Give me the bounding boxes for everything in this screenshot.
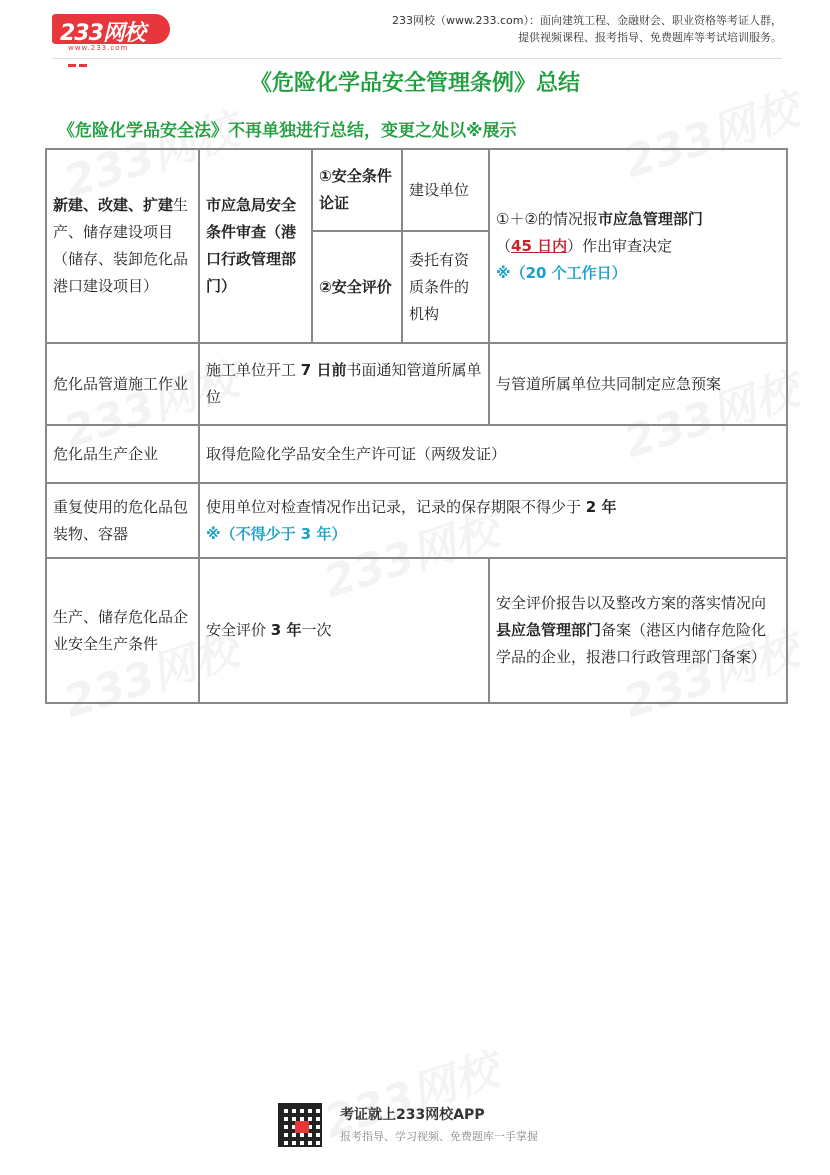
content-text: 书面通知管道所属单位: [206, 361, 482, 406]
content-text: 安全评价报告以及整改方案的落实情况向: [496, 594, 767, 612]
table-row: [46, 425, 787, 483]
content-bold: 7 日前: [300, 361, 347, 379]
content-text: 一次: [301, 621, 332, 639]
table-cell-content: [199, 558, 489, 703]
content-bold: 2 年: [585, 497, 617, 516]
table-cell-item2-party: 委托有资质条件的机构: [402, 231, 489, 343]
page-title: 《危险化学品安全管理条例》总结: [249, 71, 580, 96]
result-text: ）作出审查决定: [567, 236, 673, 255]
table-cell-content: [489, 558, 787, 703]
table-cell-item1-party: 建设单位: [402, 149, 489, 231]
table-cell-label: 危化品生产企业: [46, 425, 199, 483]
brand-logo: [52, 14, 182, 54]
table-cell-content: 取得危险化学品安全生产许可证（两级发证）: [199, 425, 787, 483]
header-info-line: 233网校（www.233.com）：面向建筑工程、金融财会、职业资格等考证人群，: [392, 14, 782, 27]
table-row: [46, 149, 787, 231]
summary-table: [45, 148, 788, 704]
header-info: [392, 12, 782, 46]
change-note: ※（不得少于 3 年）: [206, 524, 347, 543]
content-text: 施工单位开工: [206, 361, 301, 379]
change-note: ※（20 个工作日）: [496, 263, 627, 282]
footer-tagline: 报考指导、学习视频、免费题库一手掌握: [340, 1130, 538, 1143]
header-divider: [52, 58, 782, 59]
page-subtitle: 《危险化学品安全法》不再单独进行总结，变更之处以※展示: [58, 121, 517, 141]
scope-text: 生产、储存建设项目（储存、装卸危化品港口建设项目）: [53, 196, 189, 295]
table-cell-label: 重复使用的危化品包装物、容器: [46, 483, 199, 558]
table-row: [46, 483, 787, 558]
table-cell-label: 危化品管道施工作业: [46, 343, 199, 425]
table-cell-item2: ②安全评价: [312, 231, 402, 343]
logo-url: www.233.com: [68, 44, 129, 52]
logo-dots: [68, 52, 98, 55]
footer-app-promo: 考证就上233网校APP: [340, 1107, 485, 1123]
qr-code-icon: [278, 1103, 322, 1147]
content-text: 备案（港区内储存危险化学品的企业，报港口行政管理部门备案）: [496, 621, 767, 666]
table-cell-content: 与管道所属单位共同制定应急预案: [489, 343, 787, 425]
table-cell-label: [46, 149, 199, 343]
content-text: 安全评价: [206, 621, 271, 639]
page-header: [0, 0, 830, 60]
table-cell-review: 市应急局安全条件审查（港口行政管理部门）: [199, 149, 312, 343]
content-bold: 县应急管理部门: [496, 621, 602, 639]
result-bold: 市应急管理部门: [597, 209, 703, 228]
table-cell-content: [199, 343, 489, 425]
table-row: [46, 558, 787, 703]
result-deadline: 45 日内: [511, 236, 568, 255]
table-cell-label: 生产、储存危化品企业安全生产条件: [46, 558, 199, 703]
scope-bold: 新建、改建、扩建: [53, 196, 174, 214]
result-text: ①＋②的情况报: [496, 209, 598, 228]
result-text: （: [496, 236, 512, 255]
table-cell-result: [489, 149, 787, 343]
header-info-line: 提供视频课程、报考指导、免费题库等考试培训服务。: [518, 31, 782, 44]
table-cell-content: [199, 483, 787, 558]
table-row: [46, 343, 787, 425]
page-footer: [278, 1100, 578, 1150]
logo-text: 233网校: [60, 21, 145, 46]
table-cell-item1: ①安全条件论证: [312, 149, 402, 231]
content-text: 使用单位对检查情况作出记录，记录的保存期限不得少于: [206, 497, 586, 516]
content-bold: 3 年: [270, 621, 302, 639]
